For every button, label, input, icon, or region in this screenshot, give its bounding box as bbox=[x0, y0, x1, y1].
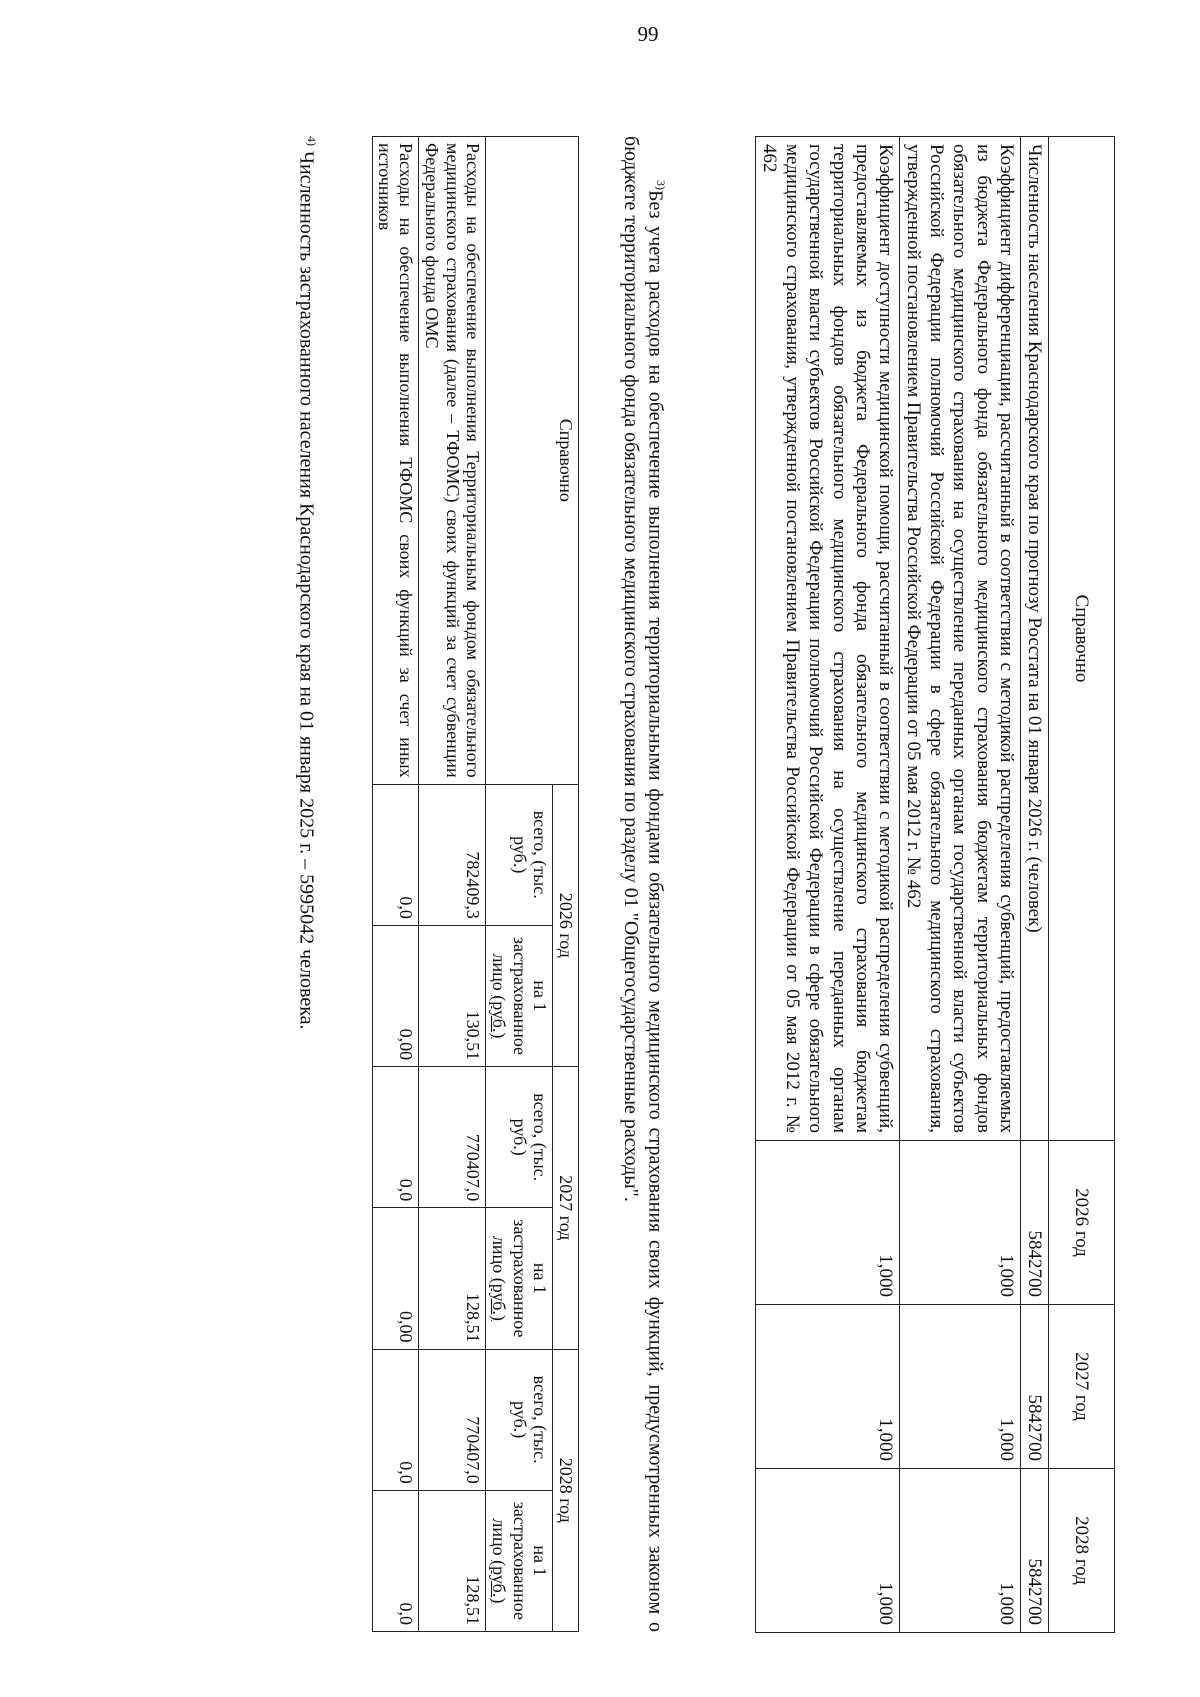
row-value: 5842700 bbox=[1020, 1305, 1048, 1469]
row-label: Численность населения Краснодарского края по прогнозу Росстата на 01 января 2026 г. (человек) bbox=[1020, 137, 1048, 1141]
row-value: 128,51 bbox=[419, 1490, 486, 1631]
row-value: 770407,0 bbox=[419, 1349, 486, 1490]
header-2027: 2027 год bbox=[1049, 1305, 1115, 1469]
header-2026: 2026 год bbox=[553, 784, 579, 1066]
row-value: 5842700 bbox=[1020, 1469, 1048, 1633]
footnote-text: Численность застрахованного населения Краснодарского края на 01 января 2025 г. – 5995042 человека. bbox=[295, 151, 318, 1030]
table-row bbox=[419, 137, 486, 1632]
table-row bbox=[372, 137, 418, 1632]
row-label: Расходы на обеспечение выполнения Территориальным фондом обязательного медицинского страхования (далее – ТФОМС) своих функций за счет субвенции Федерального фонда ОМС bbox=[419, 137, 486, 785]
subheader-per-person: на 1 застрахованное лицо (руб.) bbox=[486, 1490, 553, 1631]
header-2028: 2028 год bbox=[1049, 1469, 1115, 1633]
row-label: Коэффициент дифференциации, рассчитанный в соответствии с методикой распределения субвенций, предоставляемых из бюджета Федерального фонда обязательного медицинского страхования бюджетам территориальных фондов обязательного медицинского страхования на осуществление переданных органам государственной власти субъектов Российской Федерации полномочий Российской Федерации в сфере обязательного медицинского страхования, утвержденной постановлением Правительства Российской Федерации от 05 мая 2012 г. № 462 bbox=[899, 137, 1020, 1141]
row-value: 1,000 bbox=[755, 1469, 899, 1633]
table-row bbox=[755, 137, 899, 1633]
row-value: 0,0 bbox=[372, 784, 418, 925]
page-number: 99 bbox=[637, 22, 659, 46]
header-2028: 2028 год bbox=[553, 1349, 579, 1631]
subheader-per-person: на 1 застрахованное лицо (руб.) bbox=[486, 925, 553, 1066]
footnote-4 bbox=[294, 136, 319, 1030]
footnote-marker: 3) bbox=[654, 180, 668, 190]
subheader-total: всего, (тыс. руб.) bbox=[486, 1349, 553, 1490]
subheader-total: всего, (тыс. руб.) bbox=[486, 1067, 553, 1208]
row-value: 5842700 bbox=[1020, 1141, 1048, 1305]
table-header-row bbox=[1049, 137, 1115, 1633]
footnote-marker: 4) bbox=[305, 136, 319, 146]
header-2027: 2027 год bbox=[553, 1067, 579, 1349]
row-value: 0,0 bbox=[372, 1067, 418, 1208]
reference-table-2 bbox=[372, 136, 579, 1632]
subheader-per-person: на 1 застрахованное лицо (руб.) bbox=[486, 1208, 553, 1349]
table-header-row bbox=[553, 137, 579, 1632]
reference-table-1 bbox=[755, 136, 1115, 1633]
row-value: 1,000 bbox=[755, 1141, 899, 1305]
header-reference: Справочно bbox=[486, 137, 579, 785]
footnote-text: Без учета расходов на обеспечение выполнения территориальными фондами обязательного медицинского страхования своих функций, предусмотренных законом о бюджете территориального фонда обязательного медицинского страхования по разделу 01 "Общегосударственные расходы". bbox=[620, 136, 667, 1632]
row-value: 128,51 bbox=[419, 1208, 486, 1349]
header-2026: 2026 год bbox=[1049, 1141, 1115, 1305]
row-label: Расходы на обеспечение выполнения ТФОМС своих функций за счет иных источников bbox=[372, 137, 418, 785]
rotated-content bbox=[59, 52, 1119, 1640]
table-row bbox=[1020, 137, 1048, 1633]
table-row bbox=[899, 137, 1020, 1633]
row-value: 770407,0 bbox=[419, 1067, 486, 1208]
row-value: 0,0 bbox=[372, 1349, 418, 1490]
row-value: 0,00 bbox=[372, 925, 418, 1066]
subheader-total: всего, (тыс. руб.) bbox=[486, 784, 553, 925]
row-value: 1,000 bbox=[899, 1469, 1020, 1633]
row-value: 0,0 bbox=[372, 1490, 418, 1631]
row-label: Коэффициент доступности медицинской помощи, рассчитанный в соответствии с методикой распределения субвенций, предоставляемых из бюджета Федерального фонда обязательного медицинского страхования бюджетам территориальных фондов обязательного медицинского страхования на осуществление переданных органам государственной власти субъектов Российской Федерации полномочий Российской Федерации в сфере обязательного медицинского страхования, утвержденной постановлением Правительства Российской Федерации от 05 мая 2012 г. № 462 bbox=[755, 137, 899, 1141]
row-value: 1,000 bbox=[899, 1141, 1020, 1305]
row-value: 1,000 bbox=[899, 1305, 1020, 1469]
header-reference: Справочно bbox=[1049, 137, 1115, 1141]
footnote-3 bbox=[619, 136, 673, 1632]
row-value: 1,000 bbox=[755, 1305, 899, 1469]
row-value: 130,51 bbox=[419, 925, 486, 1066]
row-value: 0,00 bbox=[372, 1208, 418, 1349]
row-value: 782409,3 bbox=[419, 784, 486, 925]
